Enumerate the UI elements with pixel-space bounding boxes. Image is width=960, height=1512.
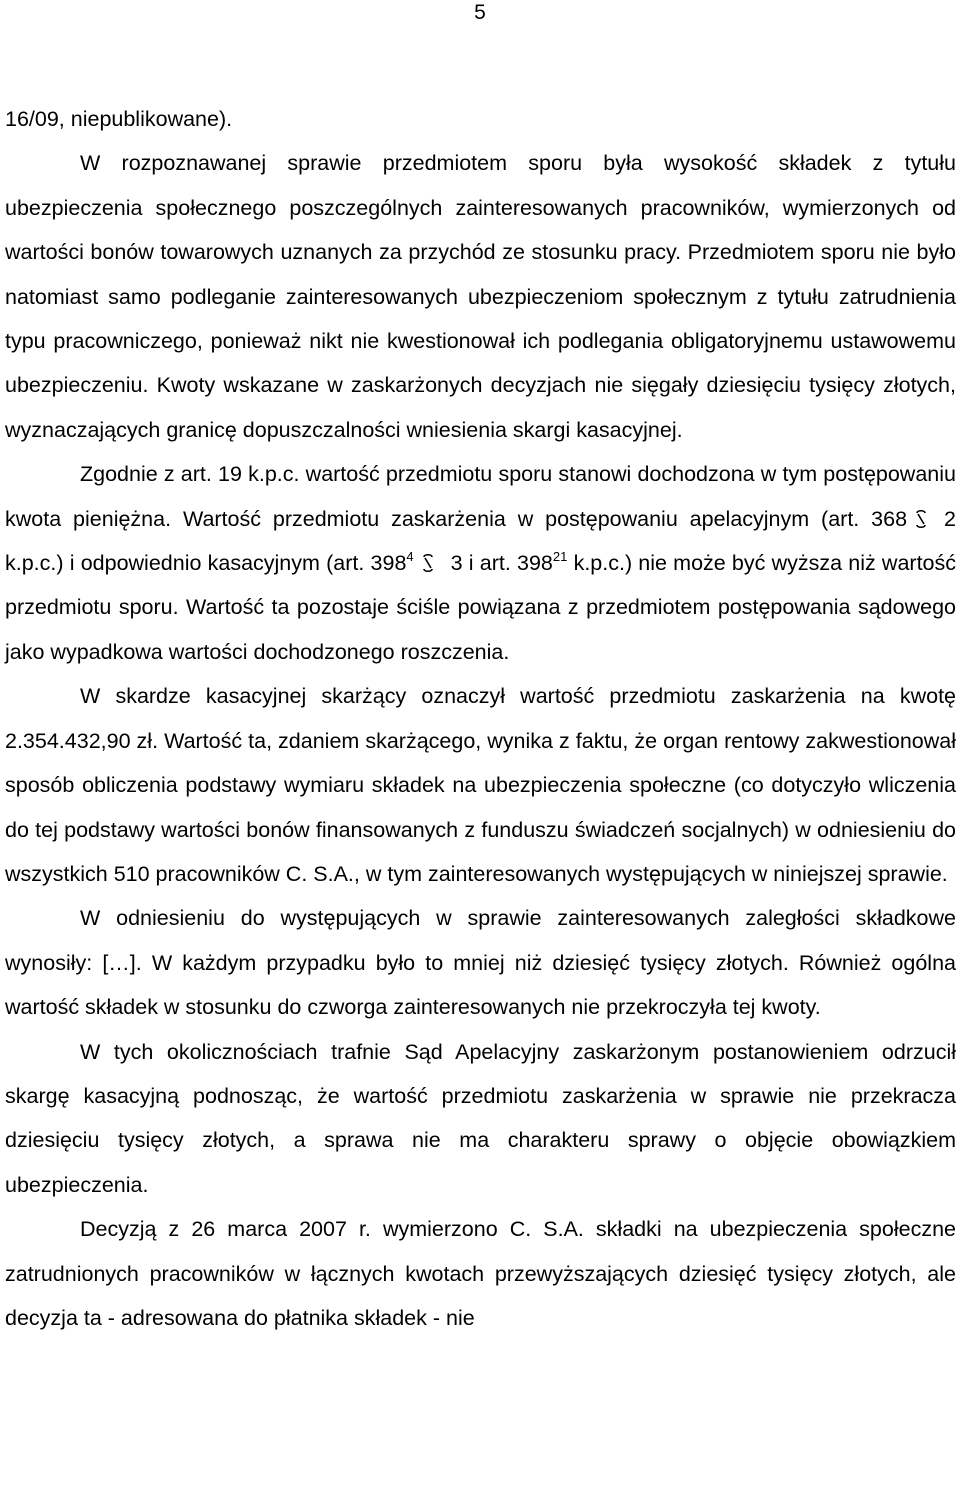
paragraph-court-ruling: W tych okolicznościach trafnie Sąd Apelacyjny zaskarżonym postanowieniem odrzucił skargę kasacyjną podnosząc, że wartość przedmiotu zaskarżenia w sprawie nie przekracza dziesięciu tysięcy złotych, a sprawa nie ma charakteru sprawy o objęcie obowiązkiem ubezpieczenia. — [5, 1039, 956, 1197]
superscript: 21 — [552, 549, 568, 565]
paragraph-subject-of-dispute: W rozpoznawanej sprawie przedmiotem sporu była wysokość składek z tytułu ubezpieczenia społecznego poszczególnych zainteresowanych pracowników, wymierzonych od wartości bonów towarowych uznanych za przychód ze stosunku pracy. Przedmiotem sporu nie było natomiast samo podleganie zainteresowanych ubezpieczeniom społecznym z tytułu zatrudnienia typu pracowniczego, ponieważ nikt nie kwestionował ich podlegania obligatoryjnemu ustawowemu ubezpieczeniu. Kwoty wskazane w zaskarżonych decyzjach nie sięgały dziesięciu tysięcy złotych, wyznaczających granicę dopuszczalności wniesienia skargi kasacyjnej. — [5, 151, 956, 442]
paragraph-text: Zgodnie z art. 19 k.p.c. wartość przedmiotu sporu stanowi dochodzona w tym postępowaniu kwota pieniężna. Wartość przedmiotu zaskarżenia w postępowaniu apelacyjnym (art. 368 — [5, 462, 956, 531]
page-number: 5 — [474, 1, 486, 24]
paragraph-value-of-dispute — [5, 452, 956, 674]
document-body — [5, 97, 956, 1340]
paragraph-citation-end: 16/09, niepublikowane). — [5, 107, 233, 131]
paragraph-text: k.p.c.) nie może być wyższa niż wartość przedmiotu sporu. Wartość ta pozostaje ściśle powiązana z przedmiotem postępowania sądowego jako wypadkowa wartości dochodzonego roszczenia. — [5, 551, 956, 664]
paragraph-text: 3 i art. 398 — [450, 551, 553, 576]
section-sign-icon — [913, 509, 938, 529]
paragraph-complaint-value: W skardze kasacyjnej skarżący oznaczył wartość przedmiotu zaskarżenia na kwotę 2.354.432,90 zł. Wartość ta, zdaniem skarżącego, wynika z faktu, że organ rentowy zakwestionował sposób obliczenia podstawy wymiaru składek na ubezpieczenia społeczne (co dotyczyło wliczenia do tej podstawy wartości bonów finansowanych z funduszu świadczeń socjalnych) w odniesieniu do wszystkich 510 pracowników C. S.A., w tym zainteresowanych występujących w niniejszej sprawie. — [5, 684, 956, 886]
paragraph-contribution-arrears: W odniesieniu do występujących w sprawie zainteresowanych zaległości składkowe wynosiły: […]. W każdym przypadku było to mniej niż dziesięć tysięcy złotych. Również ogólna wartość składek w stosunku do czworga zainteresowanych nie przekroczyła tej kwoty. — [5, 906, 956, 1020]
paragraph-text: 2 k.p.c.) i odpowiednio kasacyjnym (art. 398 — [5, 506, 956, 576]
section-sign-icon — [420, 553, 445, 573]
superscript: 4 — [406, 549, 414, 565]
paragraph-decision: Decyzją z 26 marca 2007 r. wymierzono C. S.A. składki na ubezpieczenia społeczne zatrudnionych pracowników w łącznych kwotach przewyższających dziesięć tysięcy złotych, ale decyzja ta - adresowana do płatnika składek - nie — [5, 1217, 956, 1330]
